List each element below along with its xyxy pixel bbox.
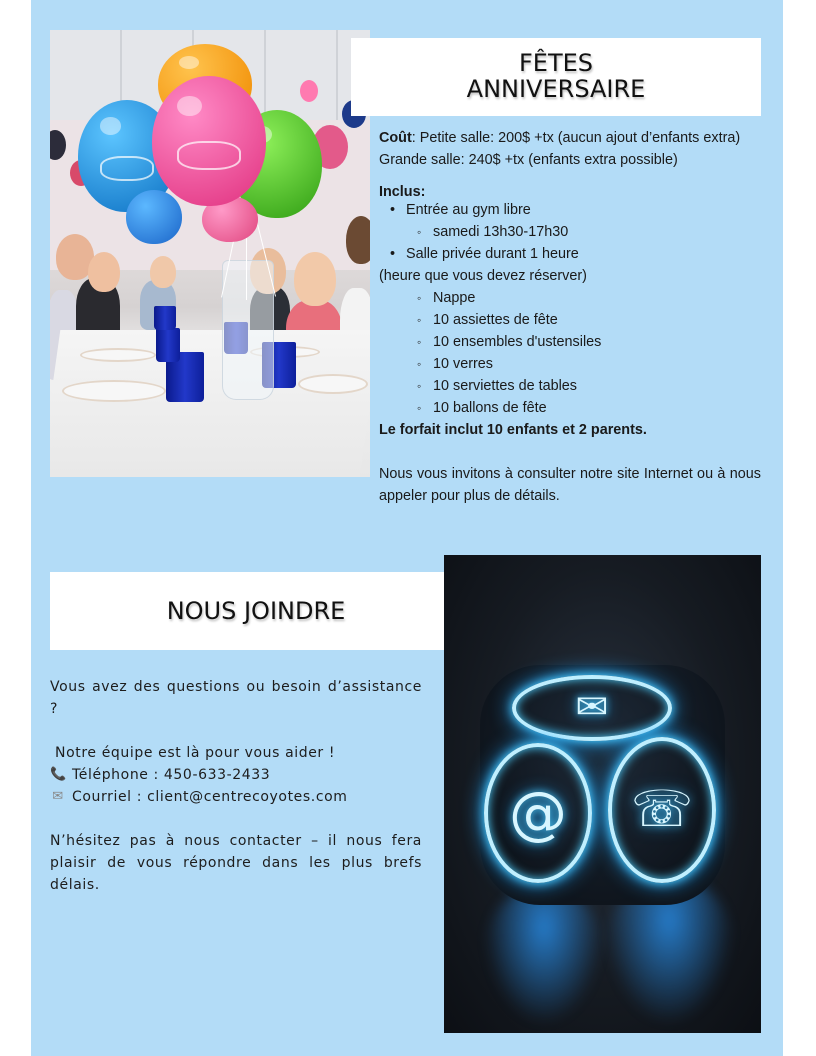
email-line xyxy=(50,786,422,808)
envelope-icon: ✉ xyxy=(52,789,64,804)
contact-team: Notre équipe est là pour vous aider ! xyxy=(50,745,336,761)
included-label: Inclus: xyxy=(379,184,426,200)
supply-item: ◦ Nappe xyxy=(379,287,761,309)
supply-item: ◦ 10 verres xyxy=(379,353,761,375)
supply-item: ◦ 10 serviettes de tables xyxy=(379,375,761,397)
telephone-icon: 📞 xyxy=(50,767,67,782)
cost-small-room: : Petite salle: 200$ +tx (aucun ajout d’enfants extra) xyxy=(411,130,741,146)
cost-label: Coût xyxy=(379,130,412,146)
party-title-line1: FÊTES xyxy=(518,49,594,77)
party-photo xyxy=(50,30,370,477)
supply-item: ◦ 10 ensembles d'ustensiles xyxy=(379,331,761,353)
email-text[interactable]: Courriel : client@centrecoyotes.com xyxy=(72,789,348,805)
party-title-line2: ANNIVERSAIRE xyxy=(466,75,646,103)
room-item: • Salle privée durant 1 heure xyxy=(379,243,761,265)
package-note: Le forfait inclut 10 enfants et 2 parents. xyxy=(379,422,647,438)
contact-details xyxy=(50,676,422,896)
contact-cube-image: ✉ @ ☏ xyxy=(444,555,761,1033)
cost-line xyxy=(379,127,761,149)
room-note: (heure que vous devez réserver) xyxy=(379,268,587,284)
party-title xyxy=(351,38,761,116)
invite-text: Nous vous invitons à consulter notre site Internet ou à nous appeler pour plus de détails. xyxy=(379,466,761,504)
party-details xyxy=(379,127,761,507)
supply-item: ◦ 10 assiettes de fête xyxy=(379,309,761,331)
supply-item: ◦ 10 ballons de fête xyxy=(379,397,761,419)
contact-title: NOUS JOINDRE xyxy=(50,572,462,650)
phone-text[interactable]: Téléphone : 450-633-2433 xyxy=(72,767,271,783)
gym-schedule: ◦ samedi 13h30-17h30 xyxy=(379,221,761,243)
phone-line xyxy=(50,764,422,786)
gym-item: • Entrée au gym libre xyxy=(379,199,761,221)
contact-closing: N’hésitez pas à nous contacter – il nous fera plaisir de vous répondre dans les plus brefs délais. xyxy=(50,833,422,893)
cost-large-room: Grande salle: 240$ +tx (enfants extra possible) xyxy=(379,152,678,168)
contact-question: Vous avez des questions ou besoin d’assistance ? xyxy=(50,679,422,717)
